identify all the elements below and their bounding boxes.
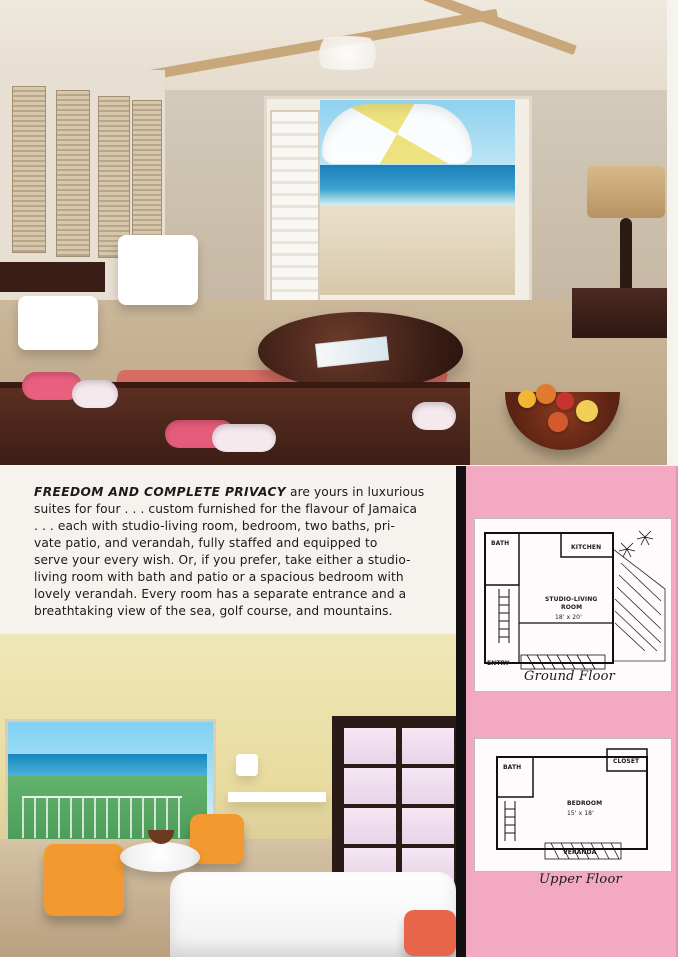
desk-lamp [236, 754, 258, 776]
copy-line: serve your every wish. Or, if you prefer, take either a studio- [34, 553, 411, 567]
upper-veranda-label: VERANDA [563, 849, 597, 856]
louver-door [12, 86, 46, 253]
armchair [118, 235, 198, 305]
patio-umbrella [322, 104, 472, 164]
coffee-table [120, 842, 200, 872]
louver-door [98, 96, 130, 258]
shoji-screen [332, 716, 456, 895]
fruit [556, 392, 574, 410]
ground-dimensions: 18' x 20' [555, 614, 582, 621]
ceiling-fan [300, 36, 395, 70]
copy-line: lovely verandah. Every room has a separate entrance and a [34, 587, 407, 601]
shoji-pane [342, 766, 398, 806]
ground-bath-label: BATH [491, 540, 510, 547]
upper-floor-caption: Upper Floor [539, 872, 622, 887]
lamp-shade [587, 166, 665, 218]
copy-lead: FREEDOM AND COMPLETE PRIVACY [34, 485, 287, 499]
upper-dimensions: 15' x 18' [567, 810, 594, 817]
sofa-cushion [212, 424, 276, 452]
bottom-photo-bedroom [0, 634, 456, 957]
louvered-door-panel [270, 110, 320, 310]
sofa-cushion [412, 402, 456, 430]
brochure-copy [34, 484, 426, 620]
shoji-pane [400, 766, 456, 806]
ground-floor-plan-drawing [475, 519, 671, 691]
outdoor-sea [320, 165, 515, 205]
ground-studio-label-line2: ROOM [561, 604, 583, 611]
fruit [576, 400, 598, 422]
top-photo-living-room [0, 0, 667, 465]
copy-line: living room with bath and patio or a spacious bedroom with [34, 570, 404, 584]
ground-floor-plan [474, 518, 672, 692]
outdoor-patio [320, 205, 515, 295]
copy-line: breathtaking view of the sea, golf course, and mountains. [34, 604, 393, 618]
copy-line: suites for four . . . custom furnished for the flavour of Jamaica [34, 502, 418, 516]
bed-pillow-accent [404, 910, 456, 956]
shoji-pane [400, 726, 456, 766]
ground-kitchen-label: KITCHEN [571, 544, 602, 551]
shoji-pane [400, 806, 456, 846]
upper-floor-plan-drawing [475, 739, 671, 871]
upper-bedroom-label: BEDROOM [567, 800, 603, 807]
upper-bath-label: BATH [503, 764, 522, 771]
louver-door [56, 90, 90, 257]
floorplan-panel [456, 466, 678, 957]
side-table [572, 288, 667, 338]
bedroom-sea [8, 754, 207, 776]
copy-line: vate patio, and verandah, fully staffed and equipped to [34, 536, 378, 550]
orange-chair [44, 844, 124, 916]
ground-floor-caption: Ground Floor [524, 669, 616, 684]
fruit [548, 412, 568, 432]
shoji-pane [342, 806, 398, 846]
dining-chair [18, 296, 98, 350]
wall-desk [228, 792, 326, 802]
upper-floor-plan [474, 738, 672, 872]
copy-line: . . . each with studio-living room, bedroom, two baths, pri- [34, 519, 395, 533]
sofa-cushion [72, 380, 118, 408]
ground-entry-label: ENTRY [487, 660, 510, 667]
fruit [536, 384, 556, 404]
dining-table [0, 262, 105, 292]
louver-door [132, 100, 162, 257]
ground-studio-label-line1: STUDIO-LIVING [545, 596, 598, 603]
shoji-pane [342, 726, 398, 766]
upper-closet-label: CLOSET [613, 758, 640, 765]
copy-line: are yours in luxurious [286, 485, 425, 499]
fruit [518, 390, 536, 408]
